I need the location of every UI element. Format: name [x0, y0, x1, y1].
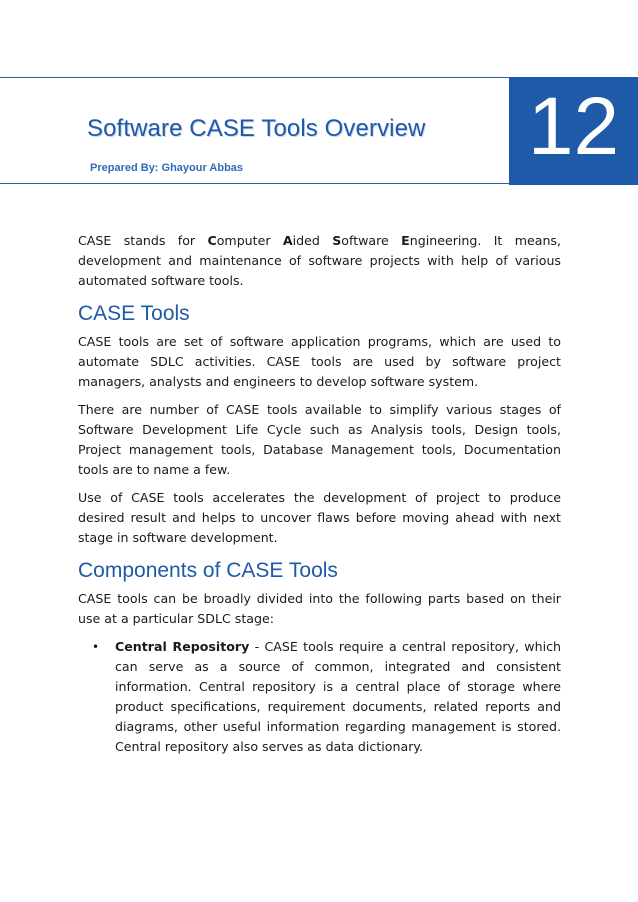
acronym-letter-e: E: [401, 233, 410, 248]
section-heading-case-tools: CASE Tools: [78, 302, 190, 325]
case-tools-paragraph: CASE tools are set of software application programs, which are used to automate SDLC activities. CASE tools are used by software project managers, analysts and engineers to develop software system.: [78, 334, 561, 389]
acronym-letter-s: S: [332, 233, 342, 248]
intro-text: CASE stands for: [78, 233, 208, 248]
components-list: [78, 637, 561, 757]
intro-paragraph: [78, 231, 561, 291]
case-tools-paragraph: There are number of CASE tools available to simplify various stages of Software Development Life Cycle such as Analysis tools, Design tools, Project management tools, Database Management tools, Documentation tools are to name a few.: [78, 402, 561, 477]
list-item-term: Central Repository: [115, 639, 250, 654]
section-heading-components: Components of CASE Tools: [78, 559, 338, 582]
acronym-letter-c: C: [207, 233, 217, 248]
chapter-number: 12: [527, 81, 620, 172]
intro-text: ided: [292, 233, 333, 248]
acronym-letter-a: A: [282, 233, 293, 248]
list-item-text: - CASE tools require a central repository, which can serve as a source of common, integrated and consistent information. Central repository is a central place of storage where product specifications, requirement documents, related reports and diagrams, other useful information regarding management is stored. Central repository also serves as data dictionary.: [115, 639, 561, 754]
bullet-icon: •: [92, 640, 100, 654]
list-item: [92, 637, 561, 757]
intro-text: ngineering. It means, development and maintenance of software projects with help of various automated software tools.: [78, 233, 561, 288]
author-line: Prepared By: Ghayour Abbas: [90, 162, 244, 174]
intro-text: omputer: [216, 233, 283, 248]
case-tools-paragraph: Use of CASE tools accelerates the development of project to produce desired result and helps to uncover flaws before moving ahead with next stage in software development.: [78, 490, 561, 545]
chapter-number-box: [509, 77, 638, 185]
document-title: Software CASE Tools Overview: [87, 115, 426, 142]
components-intro-paragraph: CASE tools can be broadly divided into the following parts based on their use at a particular SDLC stage:: [78, 591, 561, 626]
intro-text: oftware: [341, 233, 402, 248]
document-body: [78, 231, 561, 757]
